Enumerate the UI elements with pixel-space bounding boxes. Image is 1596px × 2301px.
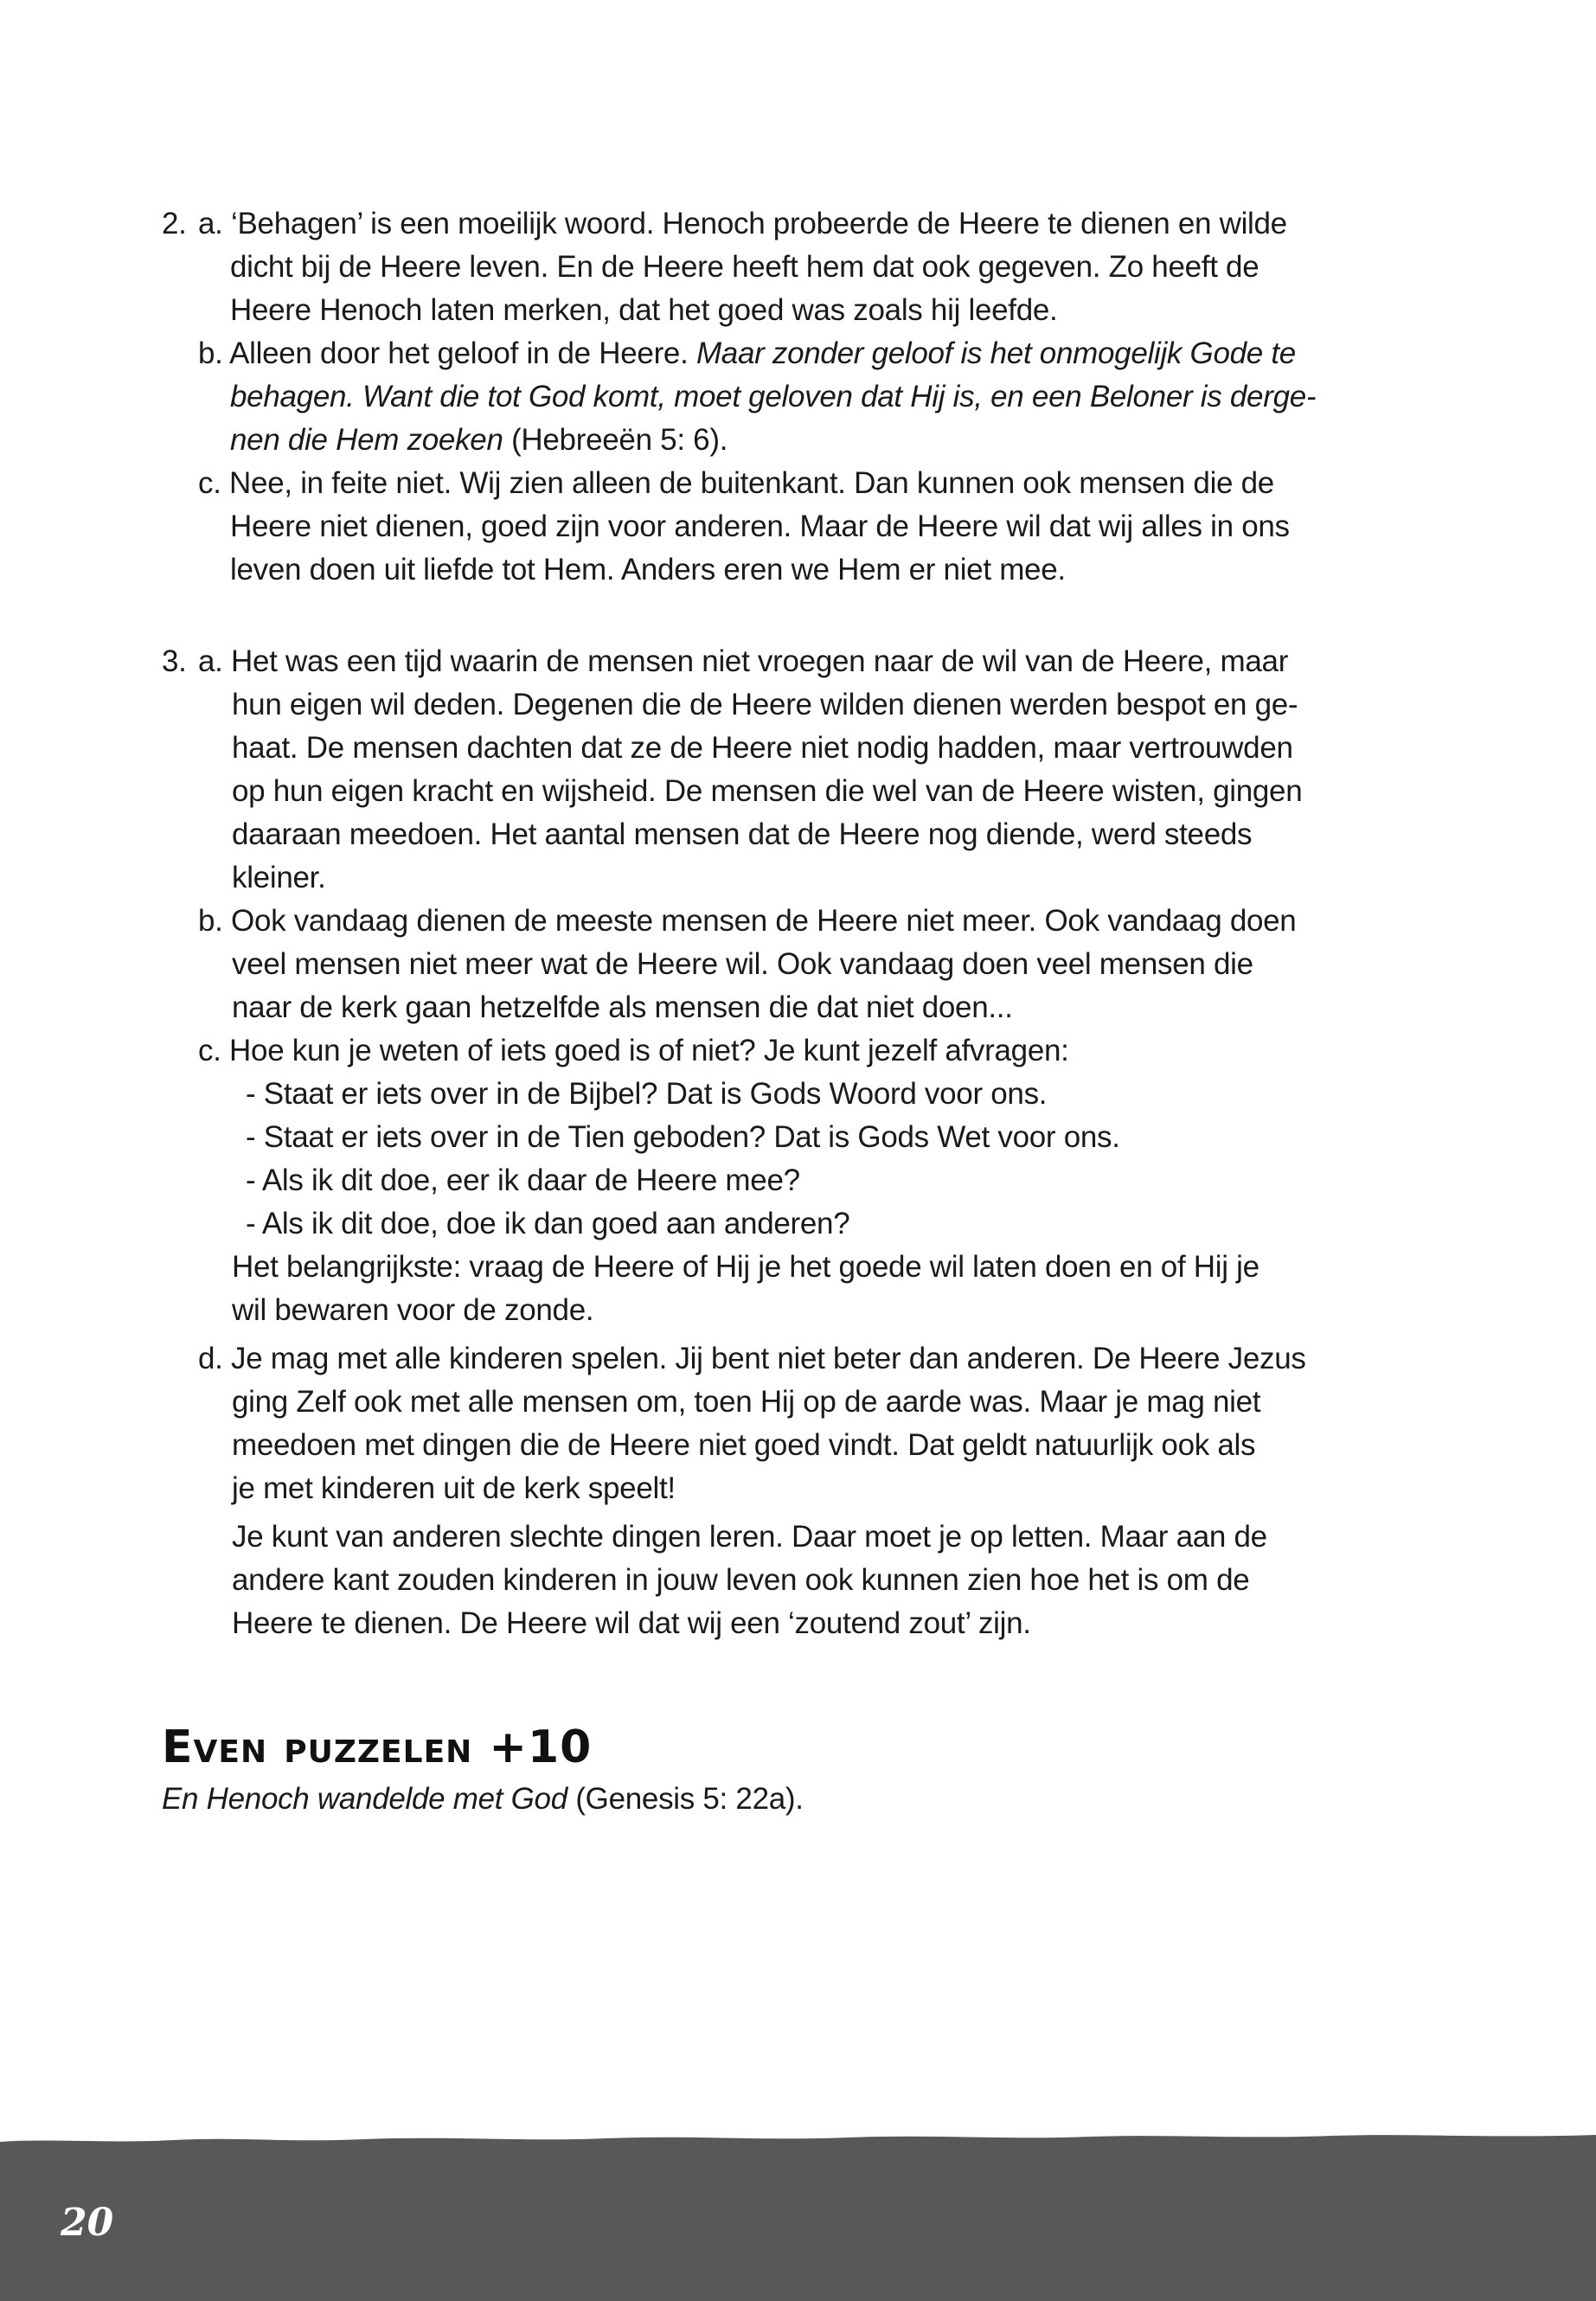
answer-3c-line-1: c. Hoe kun je weten of iets goed is of niet? Je kunt jezelf afvragen: — [198, 1034, 1069, 1067]
answer-2c-line-1: c. Nee, in feite niet. Wij zien alleen de buitenkant. Dan kunnen ook mensen die de — [198, 466, 1274, 500]
answer-3a-line-3: haat. De mensen dachten dat ze de Heere niet nodig hadden, maar vertrouwden — [232, 731, 1293, 765]
footer-band — [0, 2119, 1596, 2301]
puzzle-verse-reference: (Genesis 5: 22a). — [567, 1782, 804, 1816]
answer-3d-line-2: ging Zelf ook met alle mensen om, toen Hij op de aarde was. Maar je mag niet — [232, 1385, 1261, 1419]
section-heading-puzzle: Even puzzelen +10 — [162, 1721, 593, 1773]
answer-3c-line-6: Het belangrijkste: vraag de Heere of Hij je het goede wil laten doen en of Hij je — [232, 1250, 1259, 1284]
answer-3a-line-1: a. Het was een tijd waarin de mensen niet vroegen naar de wil van de Heere, maar — [198, 644, 1289, 678]
answer-3b-line-3: naar de kerk gaan hetzelfde als mensen die dat niet doen... — [232, 990, 1013, 1024]
answer-3b-line-2: veel mensen niet meer wat de Heere wil. Ook vandaag doen veel mensen die — [232, 947, 1253, 981]
answer-3c-line-7: wil bewaren voor de zonde. — [232, 1293, 594, 1327]
answer-3a-line-6: kleiner. — [232, 861, 326, 894]
question-number-3: 3. — [162, 644, 187, 678]
question-number-2: 2. — [162, 207, 187, 240]
answer-2a-line-2: dicht bij de Heere leven. En de Heere heeft hem dat ook gegeven. Zo heeft de — [230, 250, 1259, 284]
answer-2a-line-1: a. ‘Behagen’ is een moeilijk woord. Henoch probeerde de Heere te dienen en wilde — [198, 207, 1287, 240]
page-number: 20 — [61, 2201, 114, 2245]
answer-2c-line-3: leven doen uit liefde tot Hem. Anders eren we Hem er niet mee. — [230, 553, 1066, 586]
answer-2b-text: b. Alleen door het geloof in de Heere. — [198, 336, 696, 370]
answer-2b-reference: (Hebreeën 5: 6). — [503, 423, 728, 457]
answer-3d-line-3: meedoen met dingen die de Heere niet goed vindt. Dat geldt natuurlijk ook als — [232, 1428, 1256, 1462]
answer-2b-line-2 — [230, 375, 1316, 419]
answer-3c-bullet-3: - Als ik dit doe, eer ik daar de Heere mee? — [246, 1163, 800, 1197]
answer-3c-bullet-4: - Als ik dit doe, doe ik dan goed aan anderen? — [246, 1207, 850, 1240]
answer-3a-line-5: daaraan meedoen. Het aantal mensen dat de Heere nog diende, werd steeds — [232, 817, 1253, 851]
answer-2b-quote-3: nen die Hem zoeken — [230, 423, 503, 457]
answer-3d-line-5: Je kunt van anderen slechte dingen leren. Daar moet je op letten. Maar aan de — [232, 1520, 1267, 1554]
answer-3a-line-4: op hun eigen kracht en wijsheid. De mensen die wel van de Heere wisten, gingen — [232, 774, 1303, 808]
answer-2c-line-2: Heere niet dienen, goed zijn voor anderen. Maar de Heere wil dat wij alles in ons — [230, 510, 1290, 543]
answer-3d-line-4: je met kinderen uit de kerk speelt! — [232, 1471, 676, 1505]
answer-3c-bullet-2: - Staat er iets over in de Tien geboden? Dat is Gods Wet voor ons. — [246, 1120, 1120, 1154]
answer-3d-line-6: andere kant zouden kinderen in jouw leven ook kunnen zien hoe het is om de — [232, 1563, 1250, 1597]
answer-3b-line-1: b. Ook vandaag dienen de meeste mensen de Heere niet meer. Ook vandaag doen — [198, 904, 1297, 938]
answer-3c-bullet-1: - Staat er iets over in de Bijbel? Dat is Gods Woord voor ons. — [246, 1077, 1048, 1111]
answer-2b-quote-1: Maar zonder geloof is het onmogelijk Gode te — [695, 336, 1296, 370]
answer-3d-line-1: d. Je mag met alle kinderen spelen. Jij bent niet beter dan anderen. De Heere Jezus — [198, 1342, 1306, 1375]
puzzle-verse — [162, 1778, 804, 1821]
answer-2b-line-3 — [230, 419, 727, 462]
answer-2b-line-1 — [198, 332, 1296, 375]
answer-3d-line-7: Heere te dienen. De Heere wil dat wij een ‘zoutend zout’ zijn. — [232, 1606, 1031, 1640]
footer-band-shape — [0, 2135, 1596, 2301]
answer-2b-quote-2: behagen. Want die tot God komt, moet geloven dat Hij is, en een Beloner is derge- — [230, 380, 1317, 413]
puzzle-verse-quote: En Henoch wandelde met God — [162, 1782, 567, 1816]
answer-3a-line-2: hun eigen wil deden. Degenen die de Heere wilden dienen werden bespot en ge- — [232, 688, 1298, 721]
answer-2a-line-3: Heere Henoch laten merken, dat het goed was zoals hij leefde. — [230, 293, 1058, 327]
